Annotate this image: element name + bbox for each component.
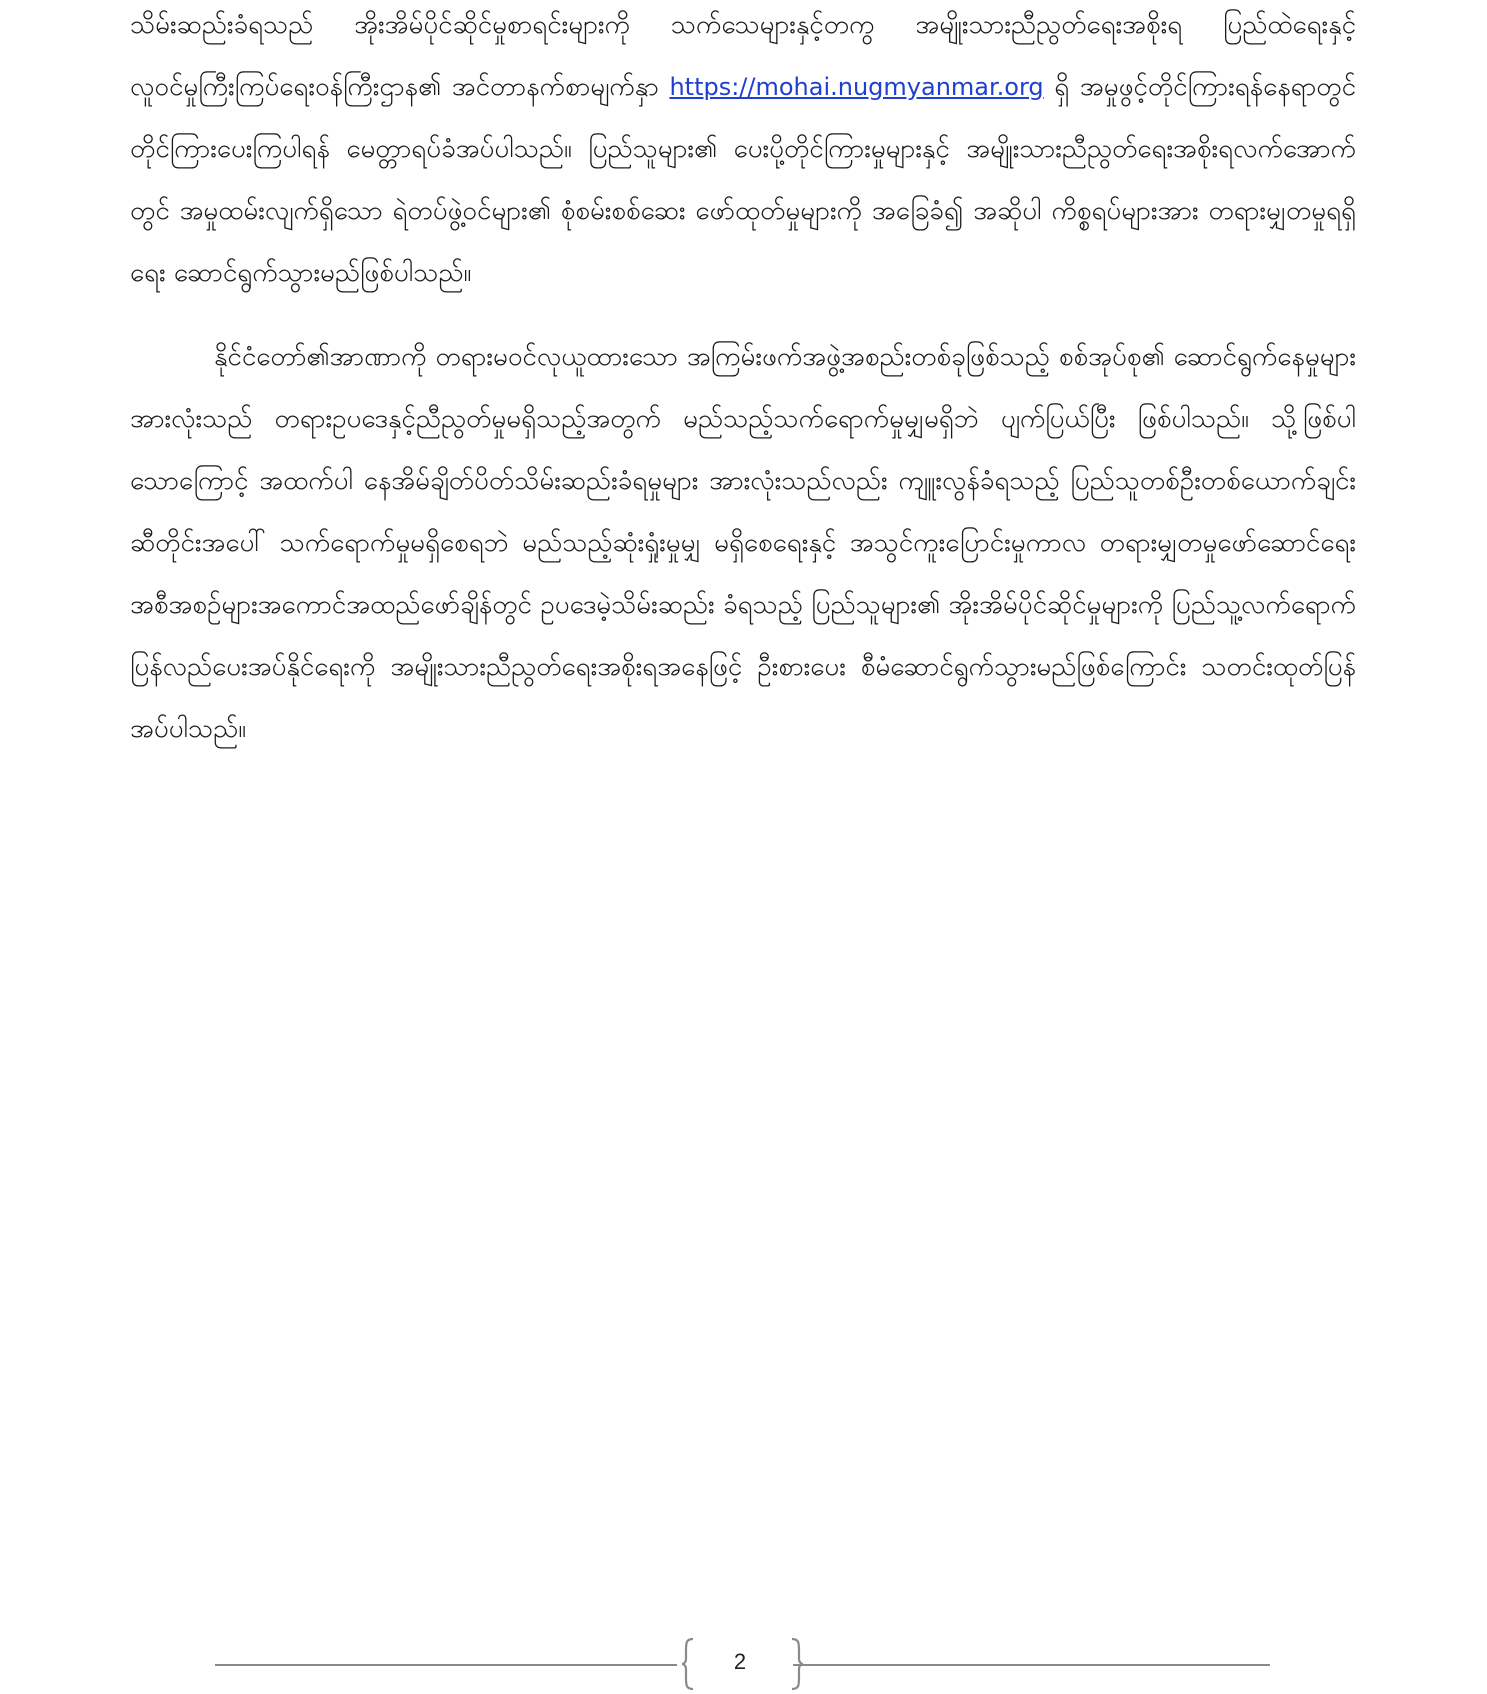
mohai-website-link[interactable]: https://mohai.nugmyanmar.org — [669, 73, 1044, 101]
footer-rule-left — [215, 1664, 677, 1666]
paragraph-1-text-before-link: သိမ်းဆည်းခံရသည် အိုးအိမ်ပိုင်ဆိုင်မှုစာရင်းများကို သက်သေများနှင့်တကွ အမျိုးသားညီညွတ်ရေးအစိုးရ ပြည်ထဲရေးနှင့်လူဝင်မှုကြီးကြပ်ရေးဝန်ကြီးဌာန၏ အင်တာနက်စာမျက်နှာ — [130, 10, 1356, 102]
paragraph-1-text-after-link: ရှိ အမှုဖွင့်တိုင်ကြားရန်နေရာတွင် တိုင်ကြားပေးကြပါရန် မေတ္တာရပ်ခံအပ်ပါသည်။ ပြည်သူများ၏ ပေးပို့တိုင်ကြားမှုများနှင့် အမျိုးသားညီညွတ်ရေးအစိုးရလက်အောက်တွင် အမှုထမ်းလျက်ရှိသော ရဲတပ်ဖွဲ့ဝင်များ၏ စုံစမ်းစစ်ဆေး ဖော်ထုတ်မှုများကို အခြေခံ၍ အဆိုပါ ကိစ္စရပ်များအား တရားမျှတမှုရရှိရေး ဆောင်ရွက်သွားမည်ဖြစ်ပါသည်။ — [130, 72, 1357, 288]
paragraph-2: နိုင်ငံတော်၏အာဏာကို တရားမဝင်လုယူထားသော အကြမ်းဖက်အဖွဲ့အစည်းတစ်ခုဖြစ်သည့် စစ်အုပ်စု၏ ဆောင်ရွက်နေမှုများအားလုံးသည် တရားဥပဒေနှင့်ညီညွတ်မှုမရှိသည့်အတွက် မည်သည့်သက်ရောက်မှုမျှမရှိဘဲ ပျက်ပြယ်ပြီး ဖြစ်ပါသည်။ သို့ဖြစ်ပါသောကြောင့် အထက်ပါ နေအိမ်ချိတ်ပိတ်သိမ်းဆည်းခံရမှုများ အားလုံးသည်လည်း ကျူးလွန်ခံရသည့် ပြည်သူတစ်ဦးတစ်ယောက်ချင်းဆီတိုင်းအပေါ် သက်ရောက်မှုမရှိစေရဘဲ မည်သည့်ဆုံးရှုံးမှုမျှ မရှိစေရေးနှင့် အသွင်ကူးပြောင်းမှုကာလ တရားမျှတမှုဖော်ဆောင်ရေးအစီအစဉ်များအကောင်အထည်ဖော်ချိန်တွင် ဥပဒေမဲ့သိမ်းဆည်း ခံရသည့် ပြည်သူများ၏ အိုးအိမ်ပိုင်ဆိုင်မှုများကို ပြည်သူ့လက်ရောက် ပြန်လည်ပေးအပ်နိုင်ရေးကို အမျိုးသားညီညွတ်ရေးအစိုးရအနေဖြင့် ဦးစားပေး စီမံဆောင်ရွက်သွားမည်ဖြစ်ကြောင်း သတင်းထုတ်ပြန်အပ်ပါသည်။ — [130, 342, 1356, 744]
page-number: 2 — [733, 1649, 747, 1674]
page-footer — [215, 1637, 1270, 1693]
left-brace-icon — [681, 1637, 695, 1691]
document-body — [130, 0, 1356, 760]
paragraph-1 — [130, 0, 1356, 304]
footer-rule-right — [793, 1664, 1270, 1666]
